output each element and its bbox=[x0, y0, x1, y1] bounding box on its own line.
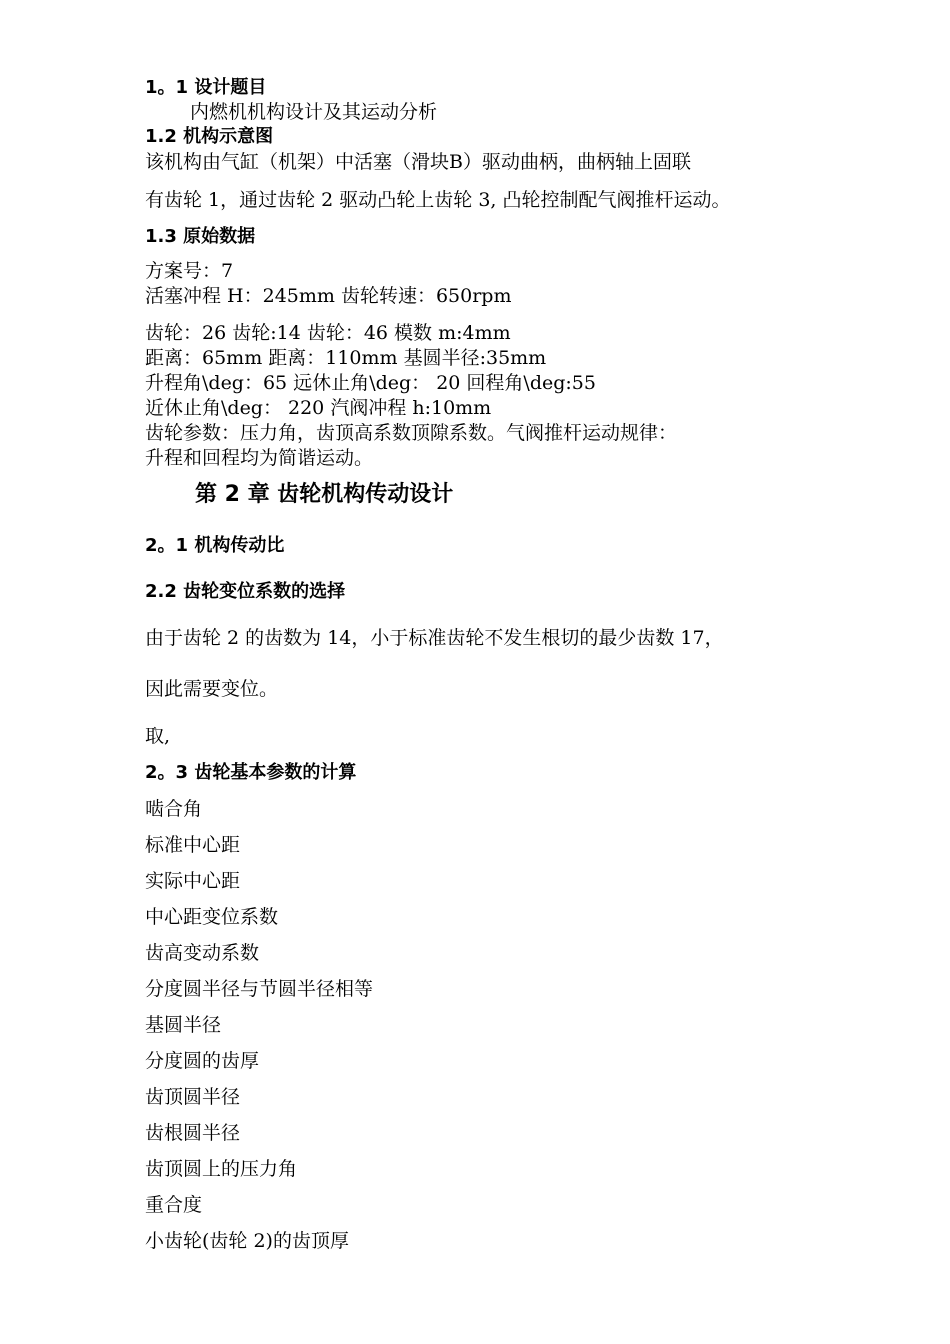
section-1-3-heading: 1.3 原始数据 bbox=[145, 226, 256, 247]
parameter-item: 实际中心距 bbox=[145, 870, 241, 892]
parameter-item: 啮合角 bbox=[145, 798, 203, 820]
modification-reason-line-2: 因此需要变位。 bbox=[145, 678, 279, 700]
take-line: 取, bbox=[145, 725, 171, 747]
data-line: 近休止角\deg： 220 汽阀冲程 h:10mm bbox=[145, 397, 492, 419]
data-line: 方案号：7 bbox=[145, 260, 234, 282]
parameter-item: 齿高变动系数 bbox=[145, 942, 260, 964]
chapter-2-title: 第 2 章 齿轮机构传动设计 bbox=[195, 482, 454, 507]
parameter-item: 小齿轮(齿轮 2)的齿顶厚 bbox=[145, 1230, 349, 1252]
parameter-item: 中心距变位系数 bbox=[145, 906, 279, 928]
mechanism-description-line-1: 该机构由气缸（机架）中活塞（滑块B）驱动曲柄，曲柄轴上固联 bbox=[145, 151, 691, 173]
section-2-3-heading: 2。3 齿轮基本参数的计算 bbox=[145, 762, 357, 783]
section-2-2-heading: 2.2 齿轮变位系数的选择 bbox=[145, 581, 346, 602]
data-line: 升程角\deg：65 远休止角\deg： 20 回程角\deg:55 bbox=[145, 372, 596, 394]
section-1-2-heading: 1.2 机构示意图 bbox=[145, 126, 274, 147]
modification-reason-line-1: 由于齿轮 2 的齿数为 14，小于标准齿轮不发生根切的最少齿数 17， bbox=[145, 627, 724, 649]
parameter-item: 标准中心距 bbox=[145, 834, 241, 856]
mechanism-description-line-2: 有齿轮 1，通过齿轮 2 驱动凸轮上齿轮 3, 凸轮控制配气阀推杆运动。 bbox=[145, 189, 731, 211]
parameter-item: 齿顶圆上的压力角 bbox=[145, 1158, 298, 1180]
design-topic: 内燃机机构设计及其运动分析 bbox=[190, 101, 438, 123]
data-line: 距离：65mm 距离：110mm 基圆半径:35mm bbox=[145, 347, 547, 369]
data-line: 活塞冲程 H：245mm 齿轮转速：650rpm bbox=[145, 285, 512, 307]
parameter-item: 分度圆的齿厚 bbox=[145, 1050, 260, 1072]
data-line: 升程和回程均为简谐运动。 bbox=[145, 447, 374, 469]
section-1-1-heading: 1。1 设计题目 bbox=[145, 77, 267, 98]
section-2-1-heading: 2。1 机构传动比 bbox=[145, 535, 285, 556]
data-line: 齿轮参数：压力角，齿顶高系数顶隙系数。气阀推杆运动规律： bbox=[145, 422, 678, 444]
parameter-item: 齿顶圆半径 bbox=[145, 1086, 241, 1108]
parameter-item: 齿根圆半径 bbox=[145, 1122, 241, 1144]
parameter-item: 重合度 bbox=[145, 1194, 203, 1216]
data-line: 齿轮：26 齿轮:14 齿轮：46 模数 m:4mm bbox=[145, 322, 511, 344]
parameter-item: 分度圆半径与节圆半径相等 bbox=[145, 978, 374, 1000]
parameter-item: 基圆半径 bbox=[145, 1014, 222, 1036]
